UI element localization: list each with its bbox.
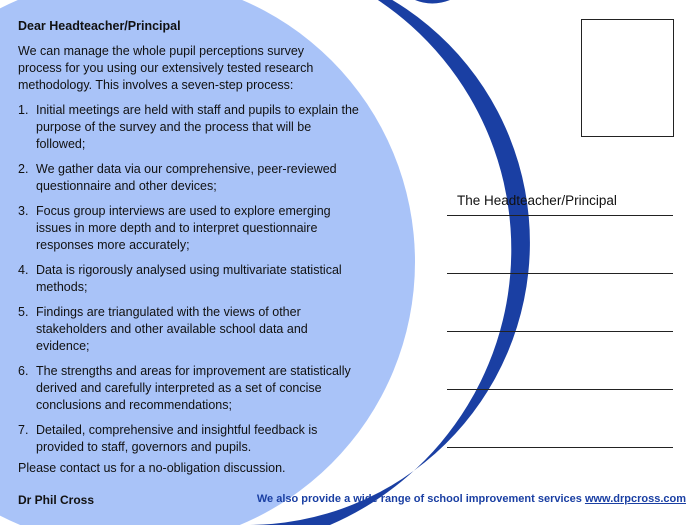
- list-item: [18, 422, 363, 456]
- list-item: [18, 304, 363, 355]
- list-item: [18, 262, 363, 296]
- addressee: The Headteacher/Principal: [457, 193, 617, 208]
- address-line: [447, 389, 673, 390]
- stamp-box: [581, 19, 674, 137]
- list-item: [18, 161, 363, 195]
- address-line: [447, 447, 673, 448]
- step-text: Focus group interviews are used to explore emerging issues in more depth and to interpret questionnaire responses more accurately;: [36, 204, 331, 252]
- step-number: 7.: [18, 423, 29, 437]
- steps-list: [18, 102, 363, 464]
- step-text: Detailed, comprehensive and insightful feedback is provided to staff, governors and pupils.: [36, 423, 318, 454]
- step-text: Initial meetings are held with staff and pupils to explain the purpose of the survey and the process that will be followed;: [36, 103, 359, 151]
- footer-text: We also provide a wide range of school improvement services: [256, 493, 585, 505]
- list-item: [18, 203, 363, 254]
- step-text: Data is rigorously analysed using multivariate statistical methods;: [36, 263, 342, 294]
- letter-closing: Please contact us for a no-obligation discussion.: [18, 461, 286, 475]
- address-line: [447, 273, 673, 274]
- address-line: [447, 331, 673, 332]
- list-item: [18, 102, 363, 153]
- signature: Dr Phil Cross: [18, 493, 95, 507]
- step-number: 4.: [18, 263, 29, 277]
- letter-greeting: Dear Headteacher/Principal: [18, 19, 181, 33]
- footer-note: [257, 493, 686, 505]
- step-number: 6.: [18, 364, 29, 378]
- footer-link[interactable]: www.drpcross.com: [584, 493, 686, 505]
- step-number: 3.: [18, 204, 29, 218]
- step-text: The strengths and areas for improvement are statistically derived and carefully interpreted as a set of concise conclusions and recommendations;: [36, 364, 351, 412]
- step-number: 1.: [18, 103, 29, 117]
- step-number: 2.: [18, 162, 29, 176]
- step-text: Findings are triangulated with the views of other stakeholders and other available school data and evidence;: [36, 305, 308, 353]
- letter-intro: We can manage the whole pupil perceptions survey process for you using our extensively tested research methodology. This involves a seven-step process:: [18, 44, 314, 92]
- step-number: 5.: [18, 305, 29, 319]
- top-blue-accent: [415, 0, 450, 4]
- step-text: We gather data via our comprehensive, peer-reviewed questionnaire and other devices;: [36, 162, 337, 193]
- address-line: [447, 215, 673, 216]
- list-item: [18, 363, 363, 414]
